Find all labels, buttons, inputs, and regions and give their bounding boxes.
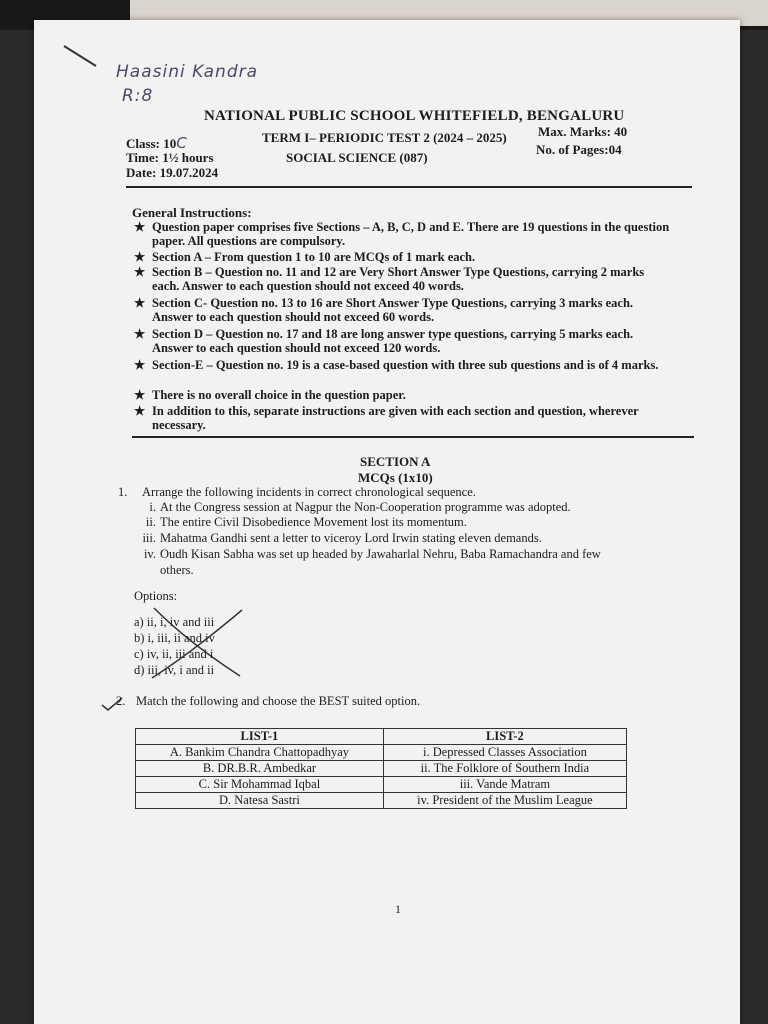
item-text: others.	[160, 563, 194, 577]
instructions-divider	[132, 436, 694, 438]
item-text: Oudh Kisan Sabha was set up headed by Jawaharlal Nehru, Baba Ramachandra and few	[160, 547, 601, 561]
instruction-item: ★ There is no overall choice in the question paper.	[134, 388, 406, 402]
option-b[interactable]: b) i, iii, ii and iv	[134, 631, 215, 645]
item-text: The entire Civil Disobedience Movement lost its momentum.	[160, 515, 467, 529]
table-cell: D. Natesa Sastri	[136, 793, 384, 809]
section-title: SECTION A	[360, 454, 431, 469]
student-name: Haasini Kandra	[116, 62, 259, 82]
star-icon: ★	[134, 388, 146, 402]
table-cell: iv. President of the Muslim League	[383, 793, 626, 809]
date-info: Date: 19.07.2024	[126, 165, 219, 180]
option-c[interactable]: c) iv, ii, iii and i	[134, 647, 214, 661]
pen-mark-icon	[62, 42, 102, 72]
star-icon: ★	[134, 220, 146, 234]
page-number: 1	[395, 902, 401, 916]
star-icon: ★	[134, 404, 146, 418]
options-label: Options:	[134, 589, 178, 603]
instruction-item: ★ Section-E – Question no. 19 is a case-based question with three sub questions and is of 4 marks.	[134, 358, 659, 372]
question-number: 2.	[116, 694, 126, 708]
table-cell: ii. The Folklore of Southern India	[383, 761, 626, 777]
star-icon: ★	[134, 265, 146, 279]
option-d[interactable]: d) iii, iv, i and ii	[134, 663, 215, 677]
table-cell: B. DR.B.R. Ambedkar	[136, 761, 384, 777]
table-cell: C. Sir Mohammad Iqbal	[136, 777, 384, 793]
class-suffix: C	[176, 134, 188, 152]
item-number: i.	[149, 500, 156, 514]
time-info: Time: 1½ hours	[126, 150, 214, 165]
instruction-item: ★ Section A – From question 1 to 10 are MCQs of 1 mark each.	[134, 250, 476, 264]
question-number: 1.	[118, 485, 128, 499]
star-icon: ★	[134, 358, 146, 372]
page-count: No. of Pages:04	[536, 142, 622, 157]
term-title: TERM I– PERIODIC TEST 2 (2024 – 2025)	[262, 130, 507, 145]
class-label: Class: 10	[126, 136, 177, 151]
instructions-title: General Instructions:	[132, 205, 252, 220]
match-table	[135, 728, 627, 809]
table-cell: iii. Vande Matram	[383, 777, 626, 793]
instruction-item: ★ Question paper comprises five Sections – A, B, C, D and E. There are 19 questions in the question paper. All questions are compulsory.	[134, 220, 670, 248]
item-number: iv.	[143, 547, 156, 561]
table-row	[136, 793, 627, 809]
max-marks: Max. Marks: 40	[538, 124, 628, 139]
header-divider	[126, 186, 692, 188]
table-row	[136, 761, 627, 777]
section-subtitle: MCQs (1x10)	[358, 470, 433, 485]
subject-title: SOCIAL SCIENCE (087)	[286, 150, 428, 165]
cross-mark-icon	[146, 602, 246, 682]
instruction-item: ★ Section D – Question no. 17 and 18 are long answer type questions, carrying 5 marks each. Answer to each question should not exceed 120 words.	[134, 327, 634, 355]
star-icon: ★	[134, 250, 146, 264]
school-name: NATIONAL PUBLIC SCHOOL WHITEFIELD, BENGALURU	[204, 108, 625, 124]
item-number: ii.	[145, 515, 156, 529]
question-text: Arrange the following incidents in correct chronological sequence.	[142, 485, 476, 499]
item-text: Mahatma Gandhi sent a letter to viceroy Lord Irwin stating eleven demands.	[160, 531, 542, 545]
question-text: Match the following and choose the BEST suited option.	[136, 694, 421, 708]
table-header: LIST-2	[383, 729, 626, 745]
table-row	[136, 745, 627, 761]
star-icon: ★	[134, 296, 146, 310]
table-cell: i. Depressed Classes Association	[383, 745, 626, 761]
roll-number: R:8	[122, 86, 154, 106]
instruction-item: ★ Section B – Question no. 11 and 12 are Very Short Answer Type Questions, carrying 2 marks each. Answer to each question should not exceed 40 words.	[134, 265, 645, 293]
instruction-item: ★ In addition to this, separate instructions are given with each section and question, wherever necessary.	[134, 404, 639, 432]
item-text: At the Congress session at Nagpur the Non-Cooperation programme was adopted.	[160, 500, 571, 514]
table-row	[136, 777, 627, 793]
option-a[interactable]: a) ii, i, iv and iii	[134, 615, 215, 629]
star-icon: ★	[134, 327, 146, 341]
instruction-item: ★ Section C- Question no. 13 to 16 are Short Answer Type Questions, carrying 3 marks each. Answer to each question should not exceed 60 words.	[134, 296, 634, 324]
table-header: LIST-1	[136, 729, 384, 745]
table-cell: A. Bankim Chandra Chattopadhyay	[136, 745, 384, 761]
exam-paper	[34, 20, 740, 1024]
item-number: iii.	[142, 531, 156, 545]
